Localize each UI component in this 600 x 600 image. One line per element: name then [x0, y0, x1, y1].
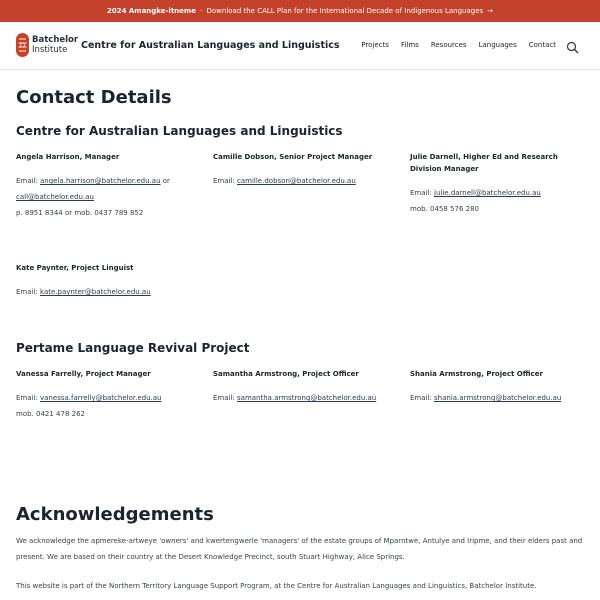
section-heading-pertame: Pertame Language Revival Project	[16, 341, 250, 355]
nav-films[interactable]: Films	[400, 41, 419, 49]
banner-highlight: 2024 Amangke-itneme	[106, 7, 196, 15]
batchelor-logo-icon[interactable]	[16, 33, 29, 57]
brand-line2: Institute	[32, 45, 68, 55]
contact-card	[213, 368, 410, 422]
arrow-right-icon: →	[487, 7, 494, 15]
email-link[interactable]: camille.dobson@batchelor.edu.au	[237, 177, 356, 185]
section-heading-call: Centre for Australian Languages and Linguistics	[16, 124, 343, 138]
page-title: Contact Details	[16, 87, 172, 108]
email-prefix: Email:	[16, 177, 41, 185]
contact-email-line	[410, 390, 584, 406]
contact-card	[16, 151, 213, 221]
contact-name: Julie Darnell, Higher Ed and Research Division Manager	[410, 153, 558, 173]
contact-card	[410, 368, 584, 422]
contact-name: Kate Paynter, Project Linguist	[16, 264, 134, 272]
contact-email-line	[213, 390, 410, 406]
program-paragraph: This website is part of the Northern Territory Language Support Program, at the Centre for Australian Languages and Linguistics, Batchelor Institute.	[16, 582, 537, 590]
acknowledgement-paragraph: We acknowledge the apmereke-artweye 'owners' and kwertengwerle 'managers' of the estate groups of Mparntwe, Antulye and Iripme, and their elders past and present. We are based on their country at the Desert Knowledge Precinct, south Stuart Highway, Alice Springs.	[16, 537, 583, 561]
email-prefix: Email:	[16, 394, 41, 402]
contact-email-line	[16, 173, 213, 189]
announcement-banner[interactable]	[0, 0, 600, 22]
main-content	[0, 87, 600, 594]
main-nav	[361, 41, 556, 49]
contact-name: Angela Harrison, Manager	[16, 153, 120, 161]
email-link[interactable]: call@batchelor.edu.au	[16, 193, 94, 201]
contact-card	[410, 151, 584, 221]
contact-name: Vanessa Farrelly, Project Manager	[16, 370, 151, 378]
contact-phone: mob. 0421 478 262	[16, 410, 85, 418]
contact-card	[16, 368, 213, 422]
contact-email-line	[213, 173, 410, 189]
banner-separator: -	[199, 7, 203, 15]
or-text: or	[160, 177, 170, 185]
contacts-grid-call	[16, 151, 584, 221]
email-prefix: Email:	[213, 177, 238, 185]
email-link[interactable]: julie.darnell@batchelor.edu.au	[434, 189, 541, 197]
email-link[interactable]: angela.harrison@batchelor.edu.au	[40, 177, 161, 185]
contact-name: Shania Armstrong, Project Officer	[410, 370, 543, 378]
email-link[interactable]: vanessa.farrelly@batchelor.edu.au	[40, 394, 162, 402]
email-prefix: Email:	[16, 288, 41, 296]
email-link[interactable]: shania.armstrong@batchelor.edu.au	[434, 394, 562, 402]
email-link[interactable]: kate.paynter@batchelor.edu.au	[40, 288, 151, 296]
nav-resources[interactable]: Resources	[430, 41, 467, 49]
banner-message[interactable]: Download the CALL Plan for the International Decade of Indigenous Languages	[206, 7, 484, 15]
site-title[interactable]: Centre for Australian Languages and Linguistics	[81, 40, 340, 51]
search-icon[interactable]	[566, 39, 579, 52]
email-prefix: Email:	[410, 189, 435, 197]
contact-email-line	[16, 390, 213, 406]
email-link[interactable]: samantha.armstrong@batchelor.edu.au	[237, 394, 377, 402]
nav-contact[interactable]: Contact	[528, 41, 556, 49]
contact-card	[16, 262, 213, 300]
site-header	[0, 22, 600, 70]
brand-line1: Batchelor	[32, 35, 79, 45]
contact-phone: mob. 0458 576 280	[410, 205, 479, 213]
nav-languages[interactable]: Languages	[478, 41, 517, 49]
email-prefix: Email:	[410, 394, 435, 402]
contact-phone: p. 8951 8344 or mob. 0437 789 852	[16, 209, 144, 217]
contact-card	[213, 151, 410, 221]
contact-name: Samantha Armstrong, Project Officer	[213, 370, 359, 378]
nav-projects[interactable]: Projects	[361, 41, 389, 49]
email-prefix: Email:	[213, 394, 238, 402]
brand-wordmark[interactable]	[32, 35, 78, 55]
acknowledgements-title: Acknowledgements	[16, 504, 214, 525]
contacts-grid-pertame	[16, 368, 584, 422]
contact-email-line	[16, 284, 213, 300]
contact-name: Camille Dobson, Senior Project Manager	[213, 153, 373, 161]
contact-email-line	[410, 185, 584, 201]
contacts-grid-call-row2	[16, 262, 584, 300]
